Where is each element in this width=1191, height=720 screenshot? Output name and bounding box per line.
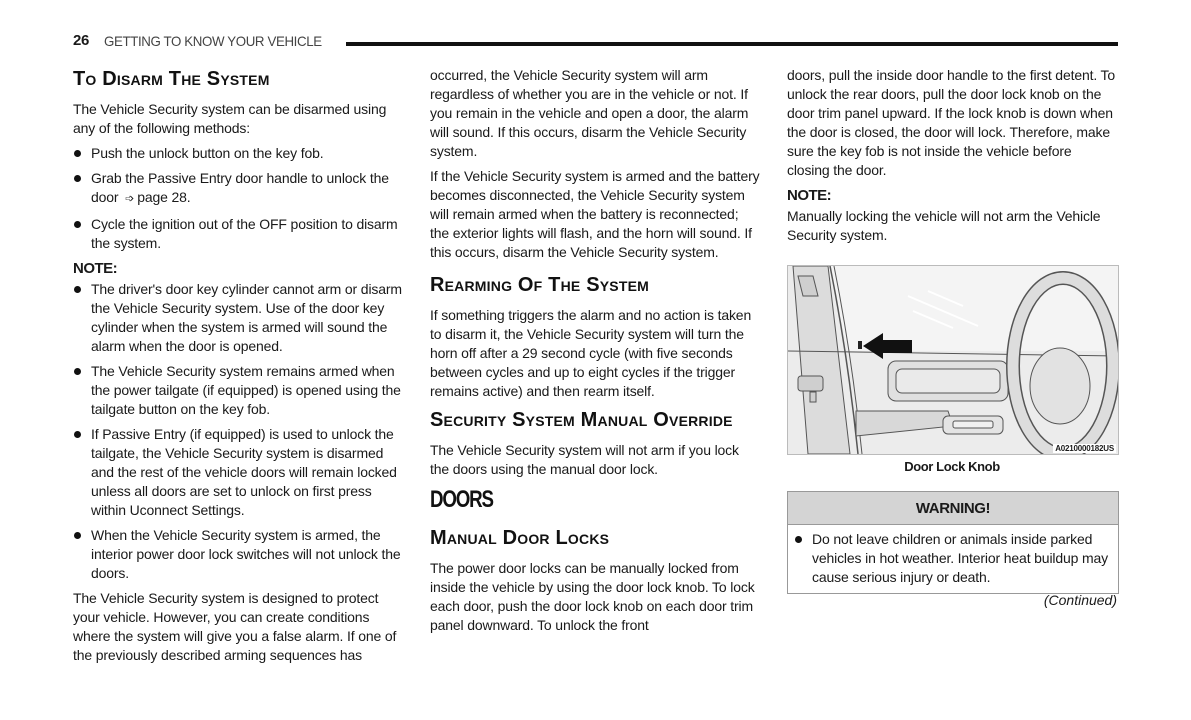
note-text: Manually locking the vehicle will not arm the Vehicle Security system. <box>787 208 1101 243</box>
disarm-methods-list <box>73 144 403 253</box>
arming-continued-paragraph: occurred, the Vehicle Security system will arm regardless of whether you are in the vehicle or not. If you remain in the vehicle and open a door, the alarm will sound. If this occurs, disarm the Vehicle Security system. <box>430 67 749 159</box>
false-alarm-paragraph: The Vehicle Security system is designed to protect your vehicle. However, you can create conditions where the system will give you a false alarm. If one of the previously described arming sequences has <box>73 590 397 663</box>
note-label: NOTE: <box>787 187 832 204</box>
list-item: If Passive Entry (if equipped) is used to unlock the tailgate, the Vehicle Security system is disarmed and the rest of the vehicle doors will remain locked unless all doors are set to unlock on first press within Uconnect Settings. <box>73 425 403 520</box>
page-header <box>73 32 1118 52</box>
manual-locks-paragraph: The power door locks can be manually locked from inside the vehicle by using the door lock knob. To lock each door, push the door lock knob on each door trim panel downward. To unlock the front <box>430 560 755 633</box>
heading-doors: DOORS <box>430 486 493 513</box>
heading-to-disarm: To Disarm The System <box>73 68 270 90</box>
bullet-icon <box>795 536 802 543</box>
list-item: The Vehicle Security system remains armed when the power tailgate (if equipped) is opened using the tailgate button on the key fob. <box>73 362 403 419</box>
warning-box <box>787 491 1119 594</box>
list-item: Cycle the ignition out of the OFF position to disarm the system. <box>73 215 403 253</box>
column-2 <box>430 66 760 641</box>
bullet-icon <box>74 221 81 228</box>
section-title: GETTING TO KNOW YOUR VEHICLE <box>104 33 322 49</box>
notes-list <box>73 280 403 583</box>
list-item: The driver's door key cylinder cannot arm or disarm the Vehicle Security system. Use of the door key cylinder when the system is armed will sound the alarm when the door is opened. <box>73 280 403 356</box>
list-item: Do not leave children or animals inside parked vehicles in hot weather. Interior heat buildup may cause serious injury or death. <box>794 530 1110 587</box>
page-link[interactable]: page 28. <box>137 189 191 205</box>
list-item: When the Vehicle Security system is armed, the interior power door lock switches will not unlock the doors. <box>73 526 403 583</box>
column-1 <box>73 66 403 671</box>
list-item: Grab the Passive Entry door handle to unlock the door ➩ page 28. <box>73 169 403 209</box>
heading-manual-door-locks: Manual Door Locks <box>430 527 610 549</box>
bullet-icon <box>74 150 81 157</box>
door-interior-drawing-icon <box>788 266 1118 454</box>
disarm-intro: The Vehicle Security system can be disarmed using any of the following methods: <box>73 101 387 136</box>
bullet-icon <box>74 175 81 182</box>
override-paragraph: The Vehicle Security system will not arm if you lock the doors using the manual door lock. <box>430 442 739 477</box>
manual-locks-continued: doors, pull the inside door handle to the first detent. To unlock the rear doors, pull the door lock knob on the door trim panel upward. If the lock knob is down when the door is closed, the door will lock. Therefore, make sure the key fob is not inside the vehicle before closing the door. <box>787 67 1116 178</box>
heading-manual-override: Security System Manual Override <box>430 409 733 431</box>
rearming-paragraph: If something triggers the alarm and no action is taken to disarm it, the Vehicle Security system will turn the horn off after a 29 second cycle (with five seconds between cycles and up to eight cycles if the trigger remains active) and then rearm itself. <box>430 307 752 399</box>
bullet-icon <box>74 431 81 438</box>
heading-rearming: Rearming Of The System <box>430 274 649 296</box>
warning-list <box>794 530 1110 587</box>
continued-label: (Continued) <box>1043 592 1117 608</box>
page-ref-arrow-icon[interactable]: ➩ <box>125 193 135 205</box>
figure-caption: Door Lock Knob <box>904 459 1000 474</box>
figure-code: A0210000182US <box>1055 444 1114 453</box>
battery-paragraph: If the Vehicle Security system is armed and the battery becomes disconnected, the Vehicle Security system will remain armed when the battery is reconnected; the exterior lights will flash, and the horn will sound. If this occurs, disarm the Vehicle Security system. <box>430 168 760 260</box>
column-3 <box>787 66 1117 251</box>
door-lock-knob-illustration <box>787 265 1119 455</box>
header-rule <box>346 42 1118 46</box>
bullet-icon <box>74 368 81 375</box>
bullet-icon <box>74 532 81 539</box>
warning-title: WARNING! <box>788 492 1118 525</box>
list-item: Push the unlock button on the key fob. <box>73 144 403 163</box>
note-label: NOTE: <box>73 260 118 277</box>
bullet-icon <box>74 286 81 293</box>
page-number: 26 <box>73 32 90 49</box>
